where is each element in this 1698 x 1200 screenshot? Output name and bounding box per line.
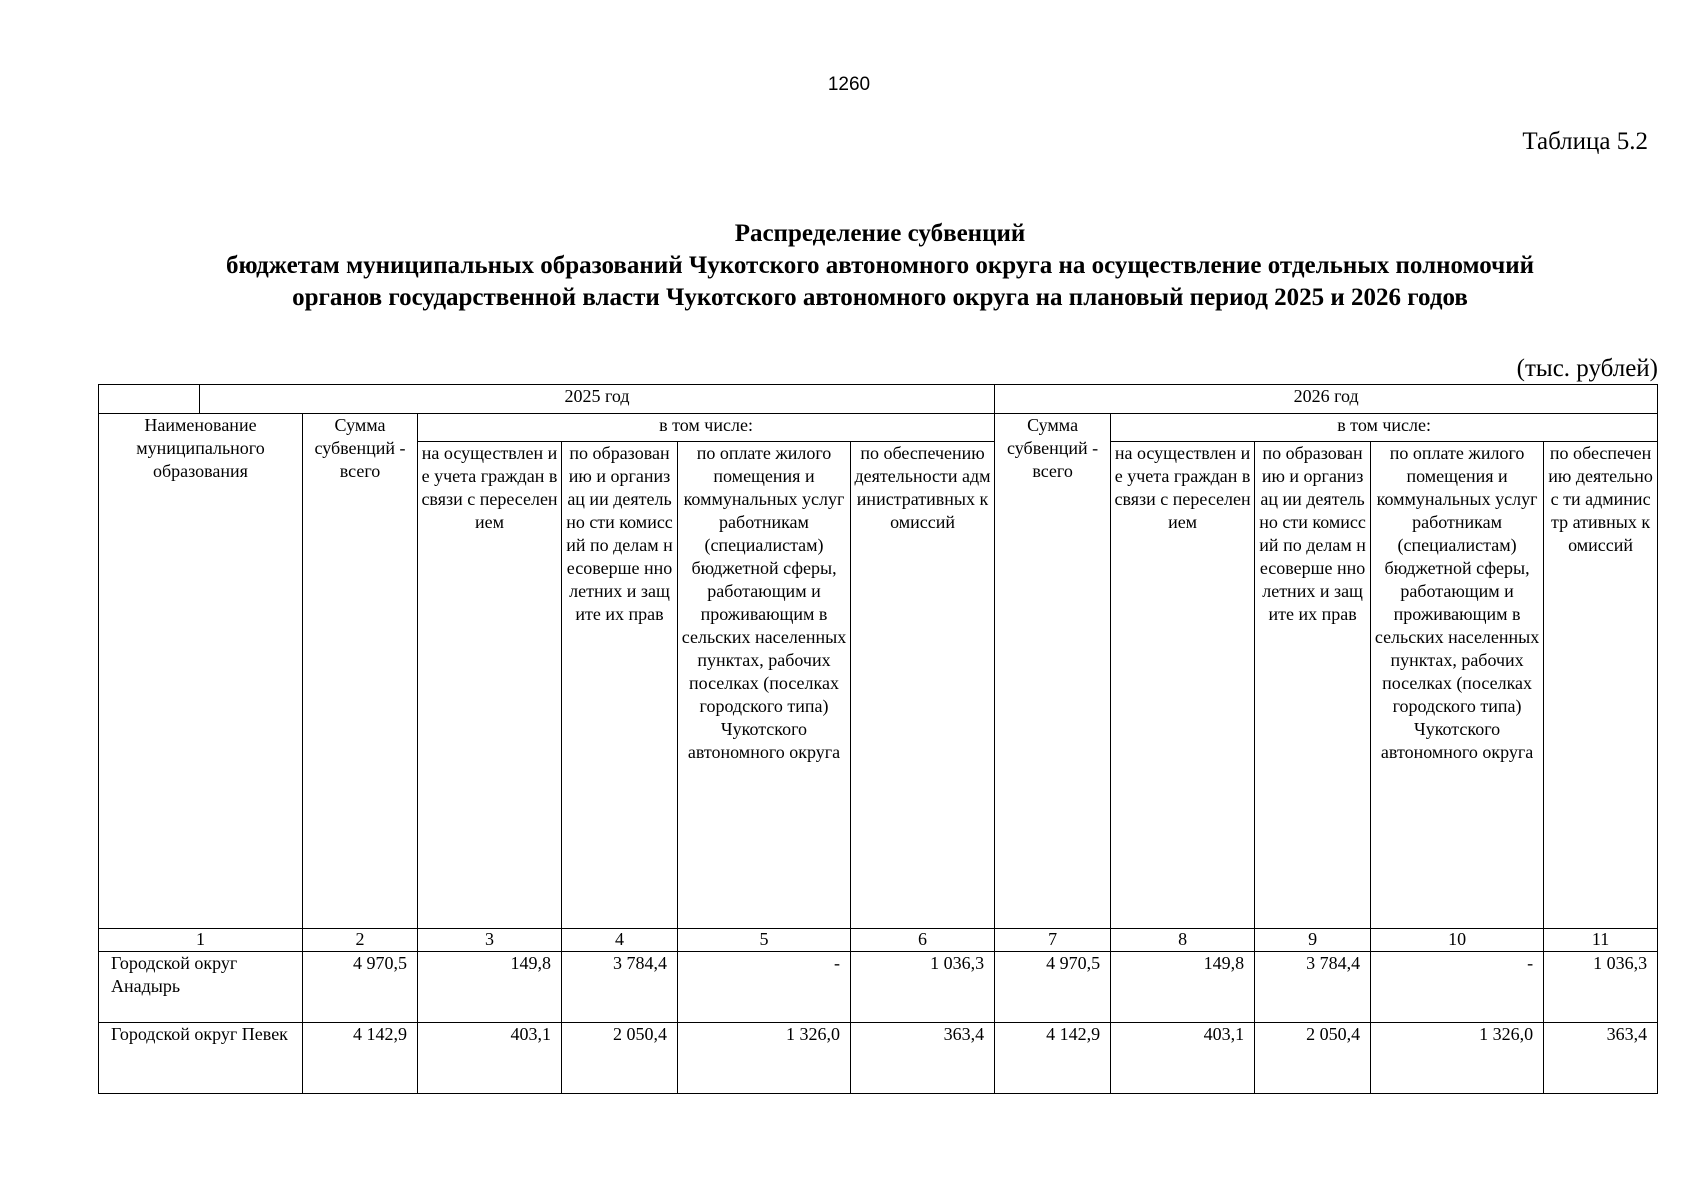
municipality-name: Городской округ Анадырь bbox=[99, 952, 303, 1023]
column-number: 11 bbox=[1544, 929, 1658, 952]
column-number: 4 bbox=[562, 929, 678, 952]
minors-commissions-2025-value: 2 050,4 bbox=[562, 1023, 678, 1094]
resettlement-2026-value: 149,8 bbox=[1111, 952, 1255, 1023]
housing-payment-2025-value: - bbox=[678, 952, 851, 1023]
total-2025-value: 4 142,9 bbox=[303, 1023, 418, 1094]
minors-commissions-2026-value: 2 050,4 bbox=[1255, 1023, 1371, 1094]
document-title bbox=[60, 218, 1698, 314]
resettlement-2025-value: 149,8 bbox=[418, 952, 562, 1023]
header-year-2026: 2026 год bbox=[995, 385, 1658, 414]
column-number: 9 bbox=[1255, 929, 1371, 952]
subvention-table bbox=[98, 384, 1658, 1094]
total-2025-value: 4 970,5 bbox=[303, 952, 418, 1023]
housing-payment-2026-value: - bbox=[1371, 952, 1544, 1023]
resettlement-2025-value: 403,1 bbox=[418, 1023, 562, 1094]
header-year-2025: 2025 год bbox=[200, 385, 995, 414]
units-note: (тыс. рублей) bbox=[1516, 355, 1658, 382]
column-number: 1 bbox=[99, 929, 303, 952]
header-admin-commissions-2026: по обеспечен ию деятельнос ти администр ативных комиссий bbox=[1544, 442, 1658, 929]
header-included-row bbox=[99, 414, 1658, 442]
housing-payment-2026-value: 1 326,0 bbox=[1371, 1023, 1544, 1094]
admin-commissions-2025-value: 1 036,3 bbox=[851, 952, 995, 1023]
admin-commissions-2026-value: 363,4 bbox=[1544, 1023, 1658, 1094]
header-municipality-name: Наименование муниципального образования bbox=[99, 414, 303, 929]
title-line-3: органов государственной власти Чукотского автономного округа на плановый период 2025 и 2026 годов bbox=[292, 284, 1468, 311]
page-number: 1260 bbox=[827, 74, 871, 95]
header-housing-payment-2026: по оплате жилого помещения и коммунальных услуг работникам (специалистам) бюджетной сферы, работающим и проживающим в сельских населенных пунктах, рабочих поселках (поселках городского типа) Чукотского автономного округа bbox=[1371, 442, 1544, 929]
header-year-row bbox=[99, 385, 1658, 414]
total-2026-value: 4 970,5 bbox=[995, 952, 1111, 1023]
total-2026-value: 4 142,9 bbox=[995, 1023, 1111, 1094]
header-total-2025: Сумма субвенций - всего bbox=[303, 414, 418, 929]
column-number: 10 bbox=[1371, 929, 1544, 952]
table-label: Таблица 5.2 bbox=[1522, 128, 1648, 155]
table-row bbox=[99, 952, 1658, 1023]
table-row bbox=[99, 1023, 1658, 1094]
resettlement-2026-value: 403,1 bbox=[1111, 1023, 1255, 1094]
column-number: 5 bbox=[678, 929, 851, 952]
column-number: 8 bbox=[1111, 929, 1255, 952]
header-total-2026: Сумма субвенций - всего bbox=[995, 414, 1111, 929]
header-included-2026: в том числе: bbox=[1111, 414, 1658, 442]
minors-commissions-2026-value: 3 784,4 bbox=[1255, 952, 1371, 1023]
header-empty-cell bbox=[99, 385, 200, 414]
header-included-2025: в том числе: bbox=[418, 414, 995, 442]
admin-commissions-2025-value: 363,4 bbox=[851, 1023, 995, 1094]
header-resettlement-2026: на осуществлен ие учета граждан в связи с переселением bbox=[1111, 442, 1255, 929]
column-number: 7 bbox=[995, 929, 1111, 952]
municipality-name: Городской округ Певек bbox=[99, 1023, 303, 1094]
title-line-2: бюджетам муниципальных образований Чукотского автономного округа на осуществление отдельных полномочий bbox=[225, 252, 1535, 279]
housing-payment-2025-value: 1 326,0 bbox=[678, 1023, 851, 1094]
admin-commissions-2026-value: 1 036,3 bbox=[1544, 952, 1658, 1023]
header-resettlement-2025: на осуществлен ие учета граждан в связи с переселением bbox=[418, 442, 562, 929]
column-number: 6 bbox=[851, 929, 995, 952]
minors-commissions-2025-value: 3 784,4 bbox=[562, 952, 678, 1023]
title-line-1: Распределение субвенций bbox=[734, 220, 1026, 247]
header-housing-payment-2025: по оплате жилого помещения и коммунальных услуг работникам (специалистам) бюджетной сферы, работающим и проживающим в сельских населенных пунктах, рабочих поселках (поселках городского типа) Чукотского автономного округа bbox=[678, 442, 851, 929]
column-number: 3 bbox=[418, 929, 562, 952]
column-number: 2 bbox=[303, 929, 418, 952]
column-number-row bbox=[99, 929, 1658, 952]
header-minors-commissions-2026: по образован ию и организац ии деятельно сти комиссий по делам несоверше ннолетних и защите их прав bbox=[1255, 442, 1371, 929]
header-minors-commissions-2025: по образован ию и организац ии деятельно сти комиссий по делам несоверше ннолетних и защите их прав bbox=[562, 442, 678, 929]
header-admin-commissions-2025: по обеспечению деятельности административных комиссий bbox=[851, 442, 995, 929]
